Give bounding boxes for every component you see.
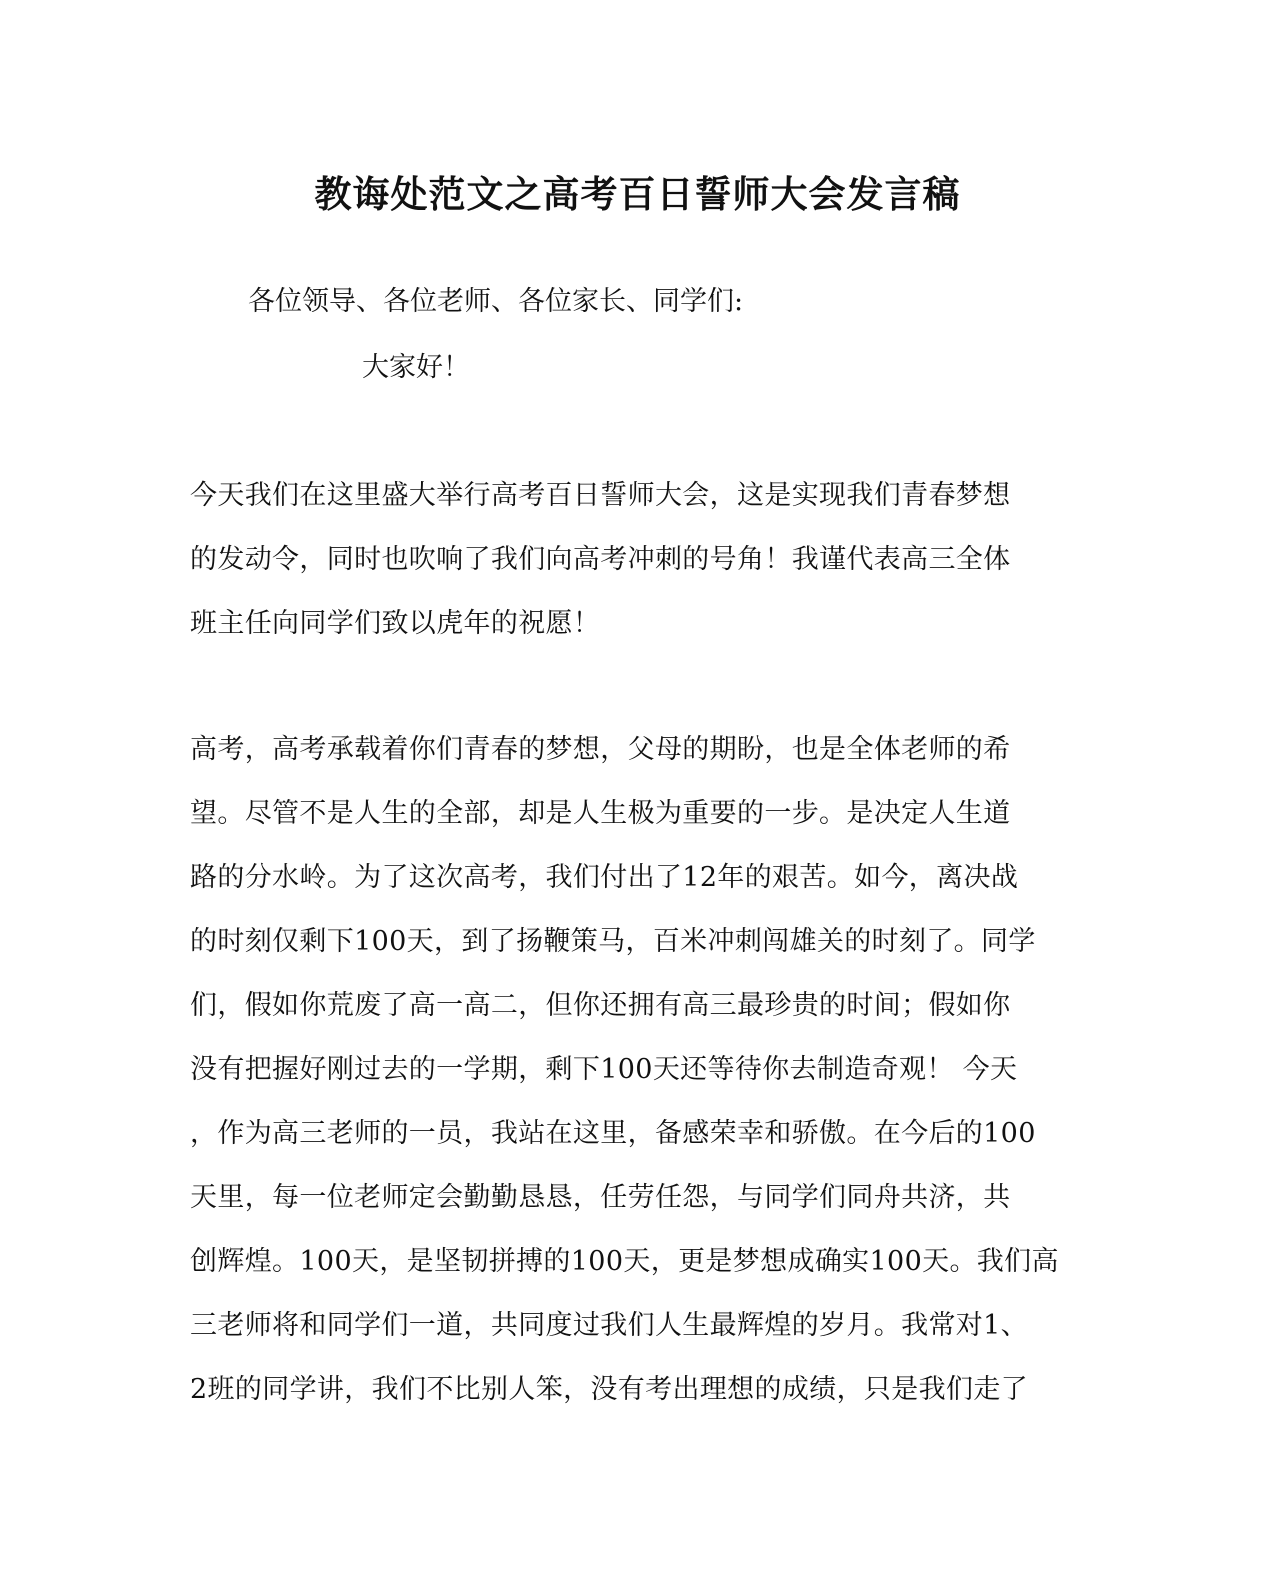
paragraph-1	[190, 476, 1080, 668]
paragraph-line: 今天我们在这里盛大举行高考百日誓师大会，这是实现我们青春梦想	[190, 480, 1011, 511]
paragraph-line: 天里，每一位老师定会勤勤恳恳，任劳任怨，与同学们同舟共济，共	[190, 1182, 1011, 1213]
paragraph-line: 们，假如你荒废了高一高二，但你还拥有高三最珍贵的时间；假如你	[190, 990, 1011, 1021]
salutation: 各位领导、各位老师、各位家长、同学们:	[248, 286, 744, 317]
paragraph-line: 的发动令，同时也吹响了我们向高考冲刺的号角！我谨代表高三全体	[190, 544, 1011, 575]
paragraph-line: 没有把握好刚过去的一学期，剩下100天还等待你去制造奇观！ 今天	[190, 1054, 1018, 1085]
paragraph-line: 的时刻仅剩下100天，到了扬鞭策马，百米冲刺闯雄关的时刻了。同学	[190, 926, 1036, 957]
paragraph-line: 路的分水岭。为了这次高考，我们付出了12年的艰苦。如今，离决战	[190, 862, 1019, 893]
paragraph-line: 三老师将和同学们一道，共同度过我们人生最辉煌的岁月。我常对1、	[190, 1310, 1029, 1341]
paragraph-2	[190, 730, 1080, 1434]
greeting: 大家好！	[362, 352, 470, 383]
paragraph-line: ，作为高三老师的一员，我站在这里，备感荣幸和骄傲。在今后的100	[190, 1118, 1036, 1149]
paragraph-line: 2班的同学讲，我们不比别人笨，没有考出理想的成绩，只是我们走了	[190, 1374, 1029, 1405]
paragraph-line: 望。尽管不是人生的全部，却是人生极为重要的一步。是决定人生道	[190, 798, 1011, 829]
paragraph-line: 创辉煌。100天，是坚韧拼搏的100天，更是梦想成确实100天。我们高	[190, 1246, 1059, 1277]
paragraph-line: 班主任向同学们致以虎年的祝愿！	[190, 608, 601, 639]
paragraph-line: 高考，高考承载着你们青春的梦想，父母的期盼，也是全体老师的希	[190, 734, 1011, 765]
document-title: 教诲处范文之高考百日誓师大会发言稿	[314, 172, 961, 216]
